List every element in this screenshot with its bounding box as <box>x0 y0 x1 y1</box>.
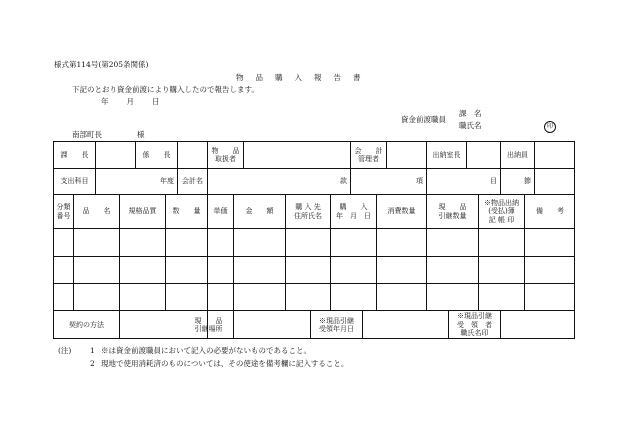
table-cell[interactable] <box>525 284 575 311</box>
intro-text: 下記のとおり資金前渡により購入したので報告します。 <box>72 85 259 94</box>
accounting-manager-label: 会 計 管理者 <box>351 142 387 169</box>
table-cell[interactable] <box>427 284 479 311</box>
report-date: 年 月 日 <box>101 97 161 106</box>
table-cell[interactable] <box>286 229 331 257</box>
table-cell[interactable] <box>331 284 377 311</box>
table-cell[interactable] <box>166 229 208 257</box>
accounting-manager-field[interactable] <box>387 142 427 169</box>
table-cell[interactable] <box>234 229 286 257</box>
treasurer-label: 出納員 <box>501 142 535 169</box>
table-cell[interactable] <box>377 229 427 257</box>
table-cell[interactable] <box>479 229 525 257</box>
subsection-chief-stamp-field[interactable] <box>178 142 208 169</box>
header-classification-number: 分類 番号 <box>54 195 74 229</box>
note-1-number: 1 <box>90 346 95 355</box>
purchase-report-form <box>53 141 575 339</box>
form-number: 様式第114号(第205条関係) <box>54 60 149 69</box>
table-cell[interactable] <box>331 229 377 257</box>
table-cell[interactable] <box>54 284 74 311</box>
treasury-chief-label: 出納室長 <box>427 142 467 169</box>
header-purchase-date: 購 入 年 月 日 <box>331 195 377 229</box>
section-name-label: 課 名 <box>459 109 482 118</box>
section-chief-stamp-field[interactable] <box>96 142 136 169</box>
treasurer-field[interactable] <box>535 142 575 169</box>
table-cell[interactable] <box>54 257 74 284</box>
setsu-field[interactable] <box>535 169 575 195</box>
header-remarks: 備 考 <box>525 195 575 229</box>
table-cell[interactable] <box>208 284 234 311</box>
table-cell[interactable] <box>120 284 166 311</box>
receipt-date-field[interactable] <box>363 311 449 339</box>
header-vendor: 購 入 先 住所氏名 <box>286 195 331 229</box>
addressee-name: 南部町長 <box>72 130 102 139</box>
table-cell[interactable] <box>479 284 525 311</box>
header-handover-quantity: 現 品 引継数量 <box>427 195 479 229</box>
header-quantity: 数 量 <box>166 195 208 229</box>
table-cell[interactable] <box>331 257 377 284</box>
setsu-label: 節 <box>501 169 535 195</box>
table-cell[interactable] <box>120 257 166 284</box>
table-cell[interactable] <box>208 229 234 257</box>
table-cell[interactable] <box>74 229 120 257</box>
table-cell[interactable] <box>427 229 479 257</box>
table-cell[interactable] <box>208 257 234 284</box>
goods-handler-label: 物 品 取扱者 <box>208 142 244 169</box>
header-specification: 規格品質 <box>120 195 166 229</box>
header-ledger-stamp: ※物品出納 (受払)簿 記 帳 印 <box>479 195 525 229</box>
header-consumed-quantity: 消費数量 <box>377 195 427 229</box>
table-cell[interactable] <box>74 284 120 311</box>
kan-label: 款 <box>208 169 351 195</box>
receipt-date-label: ※現品引継 受領年月日 <box>311 311 363 339</box>
receiver-field[interactable] <box>501 311 575 339</box>
table-cell[interactable] <box>427 257 479 284</box>
table-cell[interactable] <box>377 257 427 284</box>
kou-label: 項 <box>351 169 427 195</box>
table-cell[interactable] <box>377 284 427 311</box>
table-cell[interactable] <box>234 257 286 284</box>
official-name-label: 職氏名 <box>459 121 482 130</box>
header-item-name: 品 名 <box>74 195 120 229</box>
note-prefix: (注) <box>58 346 72 355</box>
note-2-number: 2 <box>90 359 95 368</box>
table-cell[interactable] <box>54 229 74 257</box>
fiscal-year-label: 年度 <box>96 169 178 195</box>
handover-place-label: 現 品 引継場所 <box>184 311 234 339</box>
subsection-chief-label: 係 長 <box>136 142 178 169</box>
table-cell[interactable] <box>286 284 331 311</box>
table-cell[interactable] <box>74 257 120 284</box>
table-cell[interactable] <box>234 284 286 311</box>
account-name-label: 会計名 <box>178 169 208 195</box>
treasury-chief-field[interactable] <box>467 142 501 169</box>
header-amount: 金 額 <box>234 195 286 229</box>
expenditure-account-label: 支出科目 <box>54 169 96 195</box>
table-cell[interactable] <box>479 257 525 284</box>
table-cell[interactable] <box>120 229 166 257</box>
table-cell[interactable] <box>286 257 331 284</box>
advance-payment-official-label: 資金前渡職員 <box>401 115 446 124</box>
goods-handler-field[interactable] <box>244 142 351 169</box>
table-cell[interactable] <box>166 257 208 284</box>
receiver-label: ※現品引継 受 領 者 職氏名印 <box>449 311 501 339</box>
form-title: 物品購入報告書 <box>236 73 373 82</box>
note-1-text: ※は資金前渡職員において記入の必要がないものであること。 <box>101 346 311 355</box>
seal-mark: 印 <box>544 121 556 133</box>
handover-place-field[interactable] <box>234 311 311 339</box>
note-2-text: 現地で使用消耗済のものについては、その使途を備考欄に記入すること。 <box>101 359 349 368</box>
table-cell[interactable] <box>525 229 575 257</box>
contract-method-label: 契約の方法 <box>54 311 120 339</box>
moku-label: 目 <box>427 169 501 195</box>
table-cell[interactable] <box>525 257 575 284</box>
header-unit-price: 単価 <box>208 195 234 229</box>
section-chief-label: 課 長 <box>54 142 96 169</box>
addressee-honorific: 様 <box>137 130 145 139</box>
table-cell[interactable] <box>166 284 208 311</box>
